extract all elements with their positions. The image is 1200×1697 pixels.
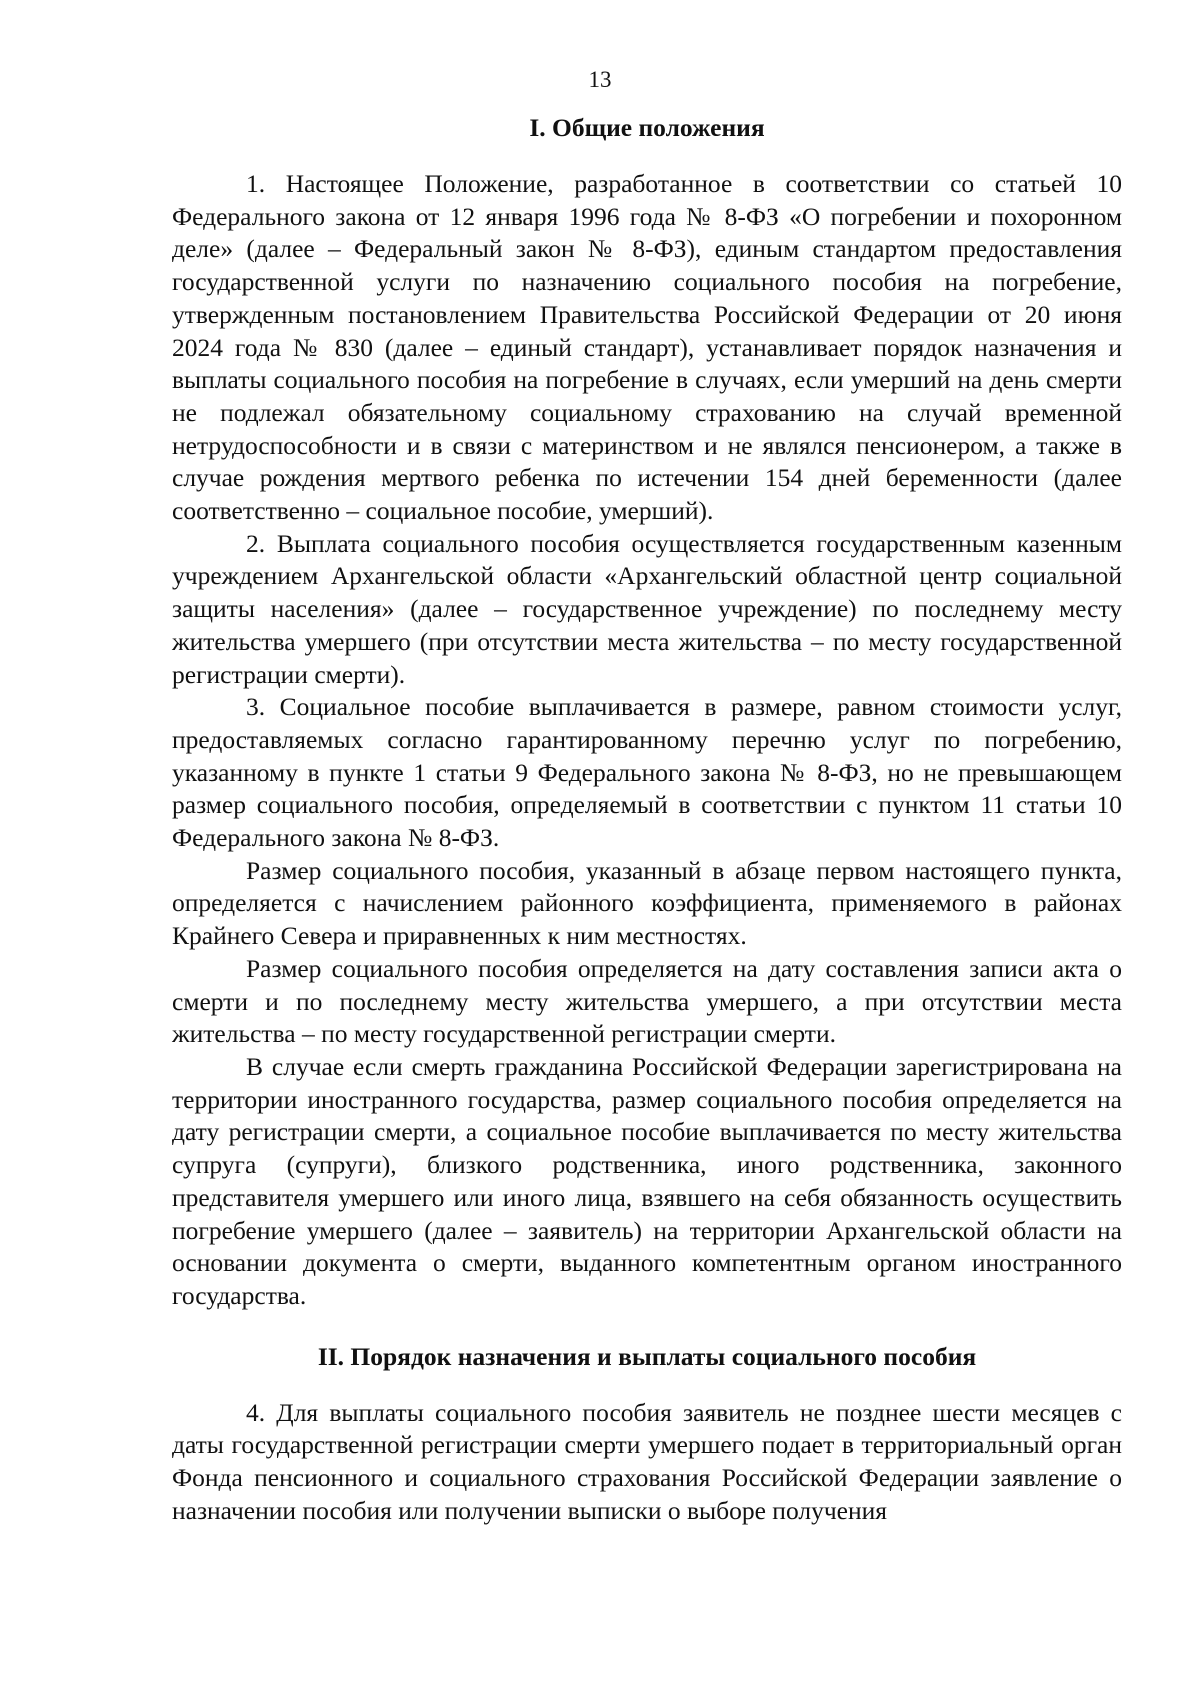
section-1-title: I. Общие положения (529, 113, 765, 142)
paragraph-3-abzac-4: В случае если смерть гражданина Российской Федерации зарегистрирована на территории иностранного государства, размер социального пособия определяется на дату регистрации смерти, а социальное пособие выплачивается по месту жительства супруга (супруги), близкого родственника, иного родственника, законного представителя умершего или иного лица, взявшего на себя обязанность осуществить погребение умершего (далее – заявитель) на территории Архангельской области на основании документа о смерти, выданного компетентным органом иностранного государства. (172, 1051, 1122, 1310)
document-body (172, 112, 1122, 1527)
section-2-title: II. Порядок назначения и выплаты социального пособия (317, 1341, 977, 1371)
paragraph-3-abzac-2: Размер социального пособия, указанный в абзаце первом настоящего пункта, определяется с начислением районного коэффициента, применяемого в районах Крайнего Севера и приравненных к ним местностях. (172, 855, 1122, 951)
paragraph-3: 3. Социальное пособие выплачивается в размере, равном стоимости услуг, предоставляемых согласно гарантированному перечню услуг по погребению, указанному в пункте 1 статьи 9 Федерального закона № 8-ФЗ, но не превышающем размер социального пособия, определяемый в соответствии с пунктом 11 статьи 10 Федерального закона № 8-ФЗ. (172, 692, 1122, 853)
page-number: 13 (588, 67, 612, 92)
paragraph-3-abzac-3: Размер социального пособия определяется на дату составления записи акта о смерти и по последнему месту жительства умершего, а при отсутствии места жительства – по месту государственной регистрации смерти. (172, 953, 1122, 1049)
paragraph-4: 4. Для выплаты социального пособия заявитель не позднее шести месяцев с даты государственной регистрации смерти умершего подает в территориальный орган Фонда пенсионного и социального страхования Российской Федерации заявление о назначении пособия или получении выписки о выборе получения (172, 1397, 1122, 1525)
paragraph-1: 1. Настоящее Положение, разработанное в соответствии со статьей 10 Федерального закона от 12 января 1996 года № 8-ФЗ «О погребении и похоронном деле» (далее – Федеральный закон № 8-ФЗ), единым стандартом предоставления государственной услуги по назначению социального пособия на погребение, утвержденным постановлением Правительства Российской Федерации от 20 июня 2024 года № 830 (далее – единый стандарт), устанавливает порядок назначения и выплаты социального пособия на погребение в случаях, если умерший на день смерти не подлежал обязательному социальному страхованию на случай временной нетрудоспособности и в связи с материнством и не являлся пенсионером, а также в случае рождения мертвого ребенка по истечении 154 дней беременности (далее соответственно – социальное пособие, умерший). (172, 169, 1122, 526)
paragraph-2: 2. Выплата социального пособия осуществляется государственным казенным учреждением Архангельской области «Архангельский областной центр социальной защиты населения» (далее – государственное учреждение) по последнему месту жительства умершего (при отсутствии места жительства – по месту государственной регистрации смерти). (172, 528, 1122, 689)
